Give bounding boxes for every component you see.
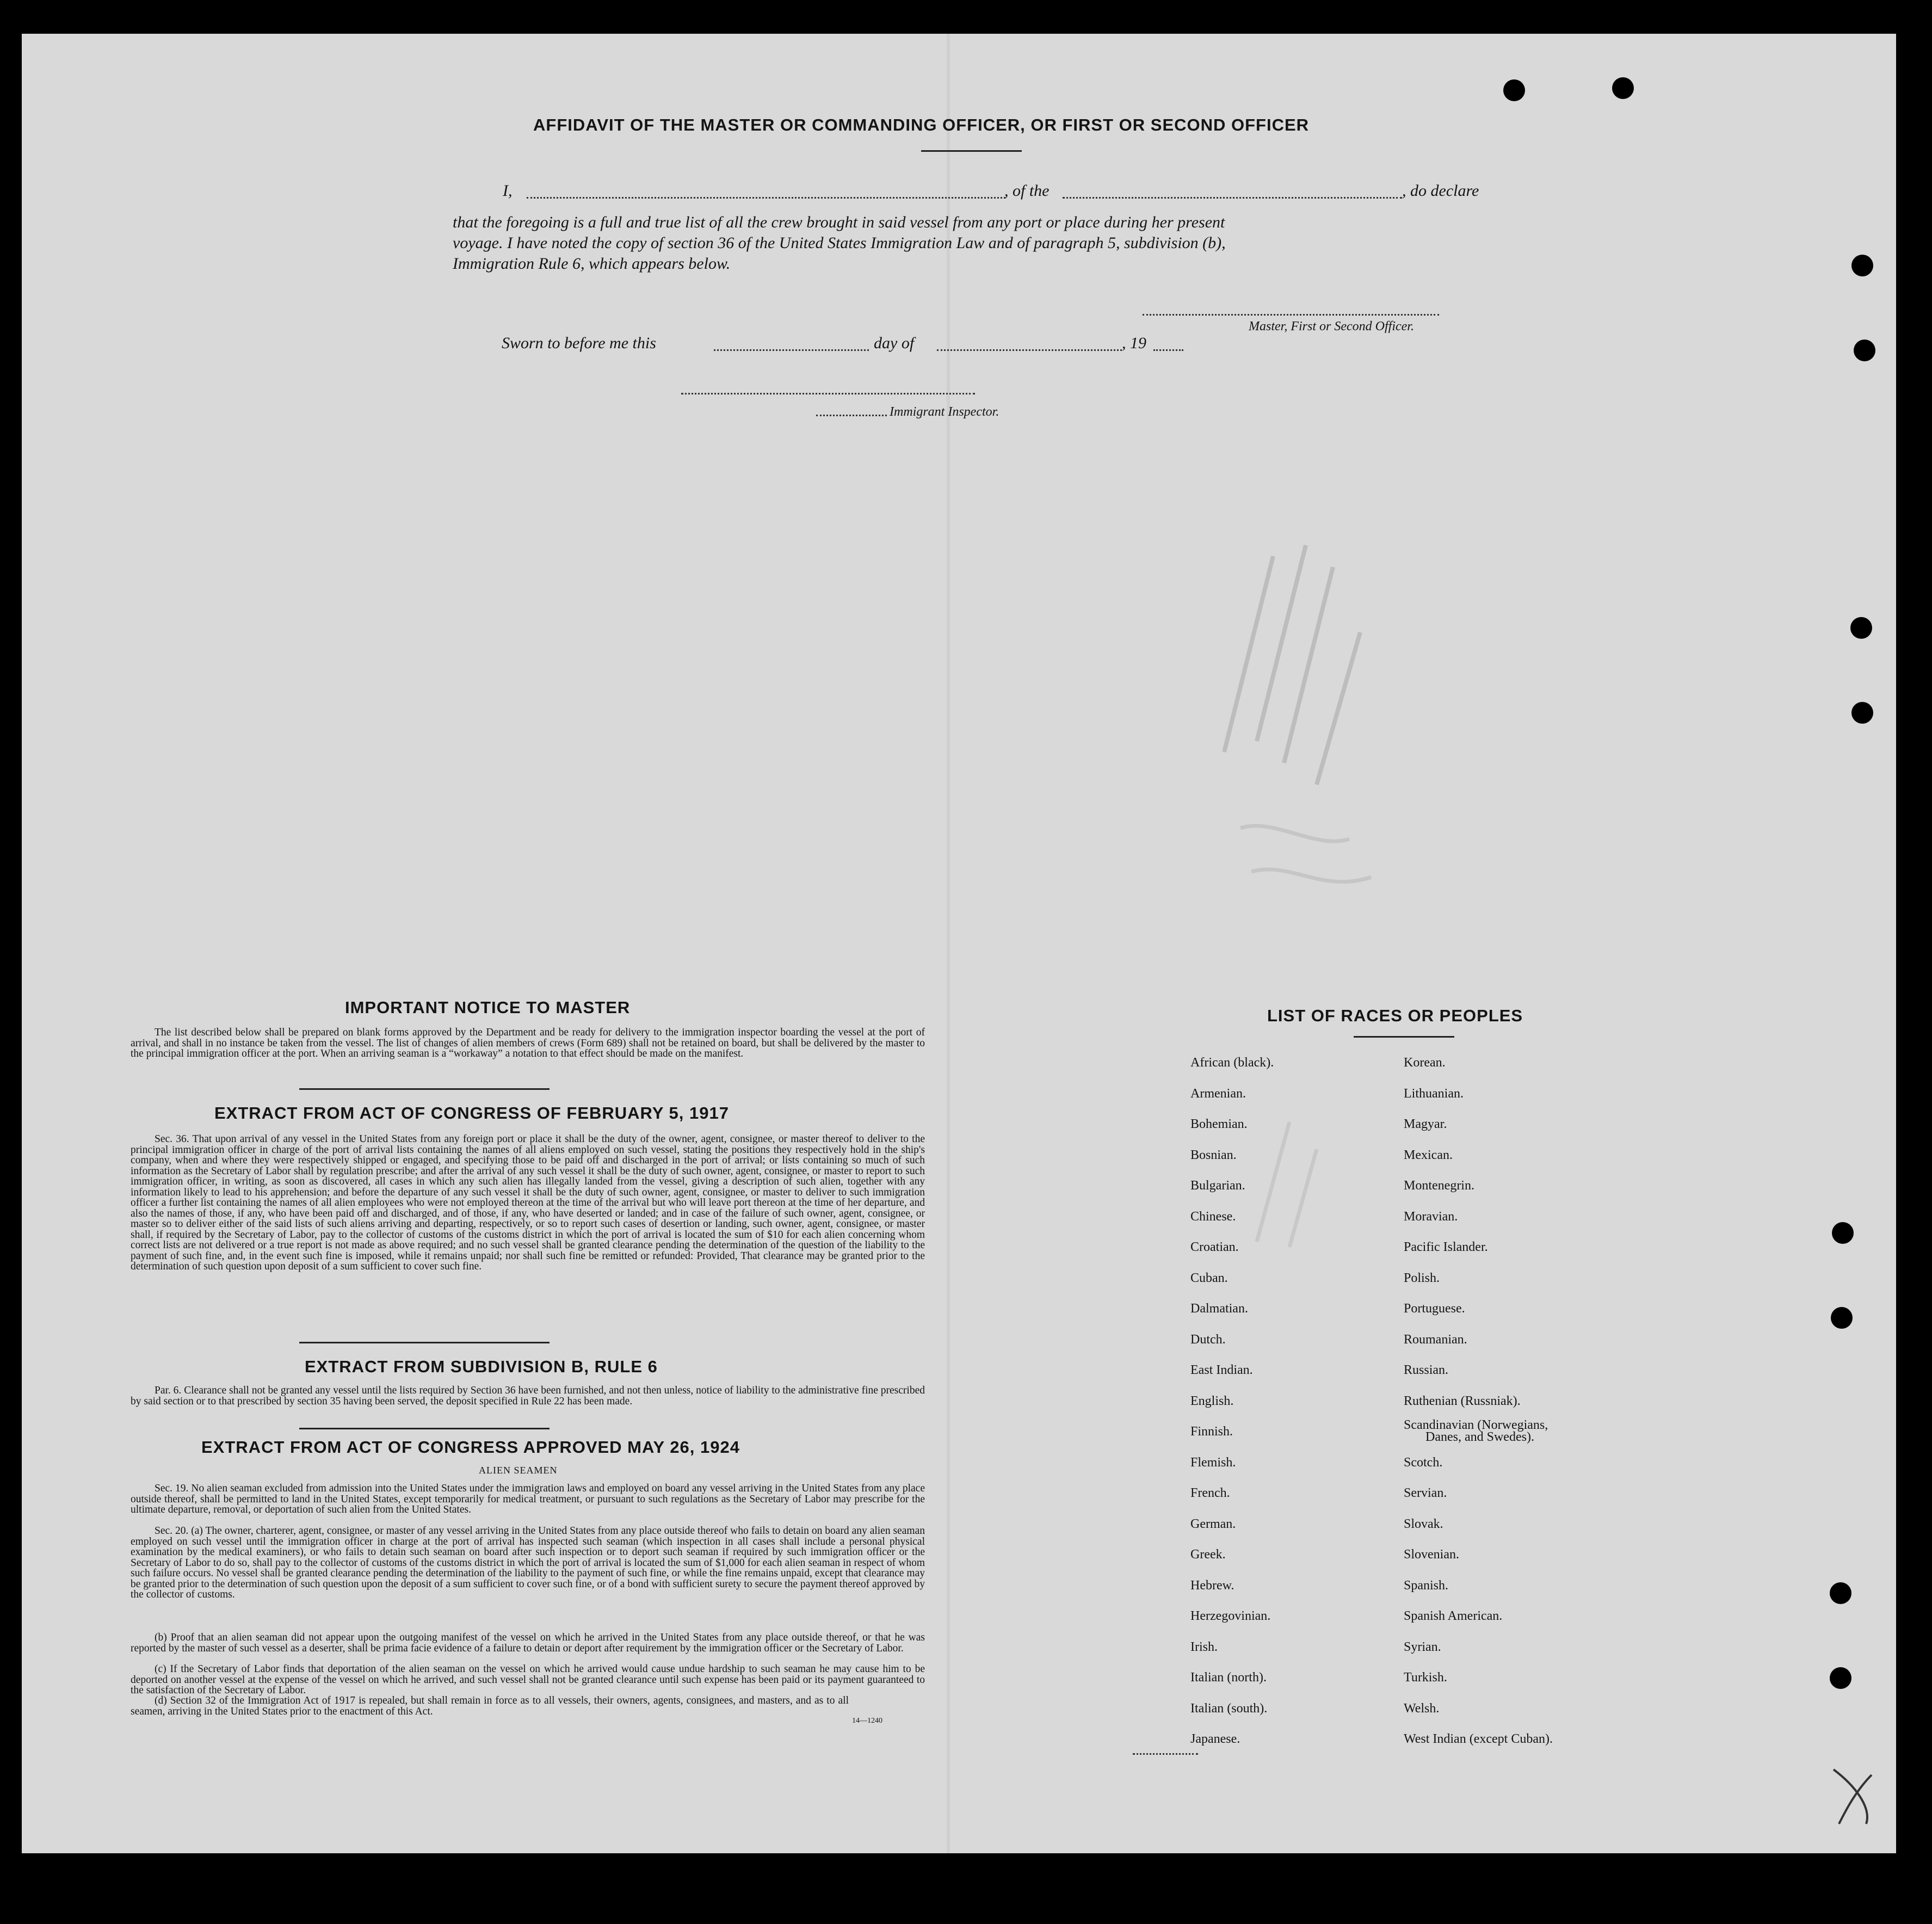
punch-hole [1830,1582,1851,1604]
race-item: Mexican. [1404,1148,1453,1162]
race-item: Scotch. [1404,1455,1443,1470]
race-item: Roumanian. [1404,1332,1467,1347]
punch-hole [1851,702,1873,724]
inspector-signature-lead [816,415,887,416]
race-item: Ruthenian (Russniak). [1404,1393,1521,1408]
punch-hole [1851,255,1873,276]
sworn-day-field[interactable] [714,349,869,351]
race-item: East Indian. [1190,1363,1253,1377]
race-item: Armenian. [1190,1086,1246,1101]
race-item: Slovenian. [1404,1547,1459,1562]
race-item: Irish. [1190,1639,1218,1654]
punch-hole [1612,77,1634,99]
race-item: Chinese. [1190,1209,1236,1224]
race-item: Pacific Islander. [1404,1240,1488,1254]
race-item: Bosnian. [1190,1148,1237,1162]
extract-1924-title: EXTRACT FROM ACT OF CONGRESS APPROVED MAY 26, 1924 [201,1438,740,1457]
race-item: Italian (north). [1190,1670,1267,1685]
page-fold [947,34,950,1853]
race-item: Lithuanian. [1404,1086,1464,1101]
affidavit-i: I, [503,182,513,200]
race-item: German. [1190,1516,1236,1531]
race-item: Servian. [1404,1486,1447,1500]
inspector-signature-field[interactable] [681,393,975,394]
race-item: Hebrew. [1190,1578,1234,1593]
race-item: Cuban. [1190,1271,1228,1285]
race-item: Slovak. [1404,1516,1443,1531]
sworn-month-field[interactable] [937,349,1122,351]
master-signature-field[interactable] [1143,314,1439,316]
extract-rule6-title: EXTRACT FROM SUBDIVISION B, RULE 6 [305,1357,658,1376]
race-item: Magyar. [1404,1117,1447,1131]
extract-1917-body: Sec. 36. That upon arrival of any vessel in the United States from any foreign port or place it shall be the duty of the owner, agent, consignee, or master thereof to deliver to the principal immigration officer in charge of the port of arrival lists containing the names of all aliens employed on such vessel, stating the positions they respectively hold in the ship's company, when and where they were respectively shipped or engaged, and specifying those to be paid off and discharged in the port of arrival; or lists containing so much of such information as the Secretary of Labor shall by regulation prescribe; and after the arrival of any such vessel it shall be the duty of such owner, agent, consignee, or master to report to such immigration officer, in writing, as soon as discovered, all cases in which any such alien has illegally landed from the vessel, giving a description of such alien, together with any information likely to lead to his apprehension; and before the departure of any such vessel it shall be the duty of such owner, agent, consignee, or master to deliver to such immigration officer a further list containing the names of all alien employees who were not employed thereon at the time of the arrival but who will leave port thereon at the time of her departure, and also the names of those, if any, who have been paid off and discharged, and of those, if any, who have deserted or landed; and in case of the failure of such owner, agent, consignee, or master so to deliver either of the said lists of such aliens arriving and departing, respectively, or so to report such cases of desertion or landing, such owner, agent, consignee, or master shall, if required by the Secretary of Labor, pay to the collector of customs of the customs district in which the port of arrival is located the sum of $10 for each alien concerning whom correct lists are not delivered or a true report is not made as above required; and no such vessel shall be granted clearance pending the determination of the question of the liability to the payment of such fine, and, in the event such fine is imposed, while it remains unpaid; nor shall such fine be remitted or refunded: Provided, That clearance may be granted prior to the determination of such question upon deposit of a sum sufficient to cover such fine. [131,1133,925,1272]
race-item: Bulgarian. [1190,1179,1245,1193]
extract-1924-subtitle: ALIEN SEAMEN [479,1465,558,1476]
handwriting-marks [1208,523,1404,1340]
extract-rule6-rule [299,1428,550,1429]
race-scandinavian-continued: Danes, and Swedes). [1425,1430,1534,1444]
race-item: Croatian. [1190,1240,1239,1254]
form-number: 14—1240 [852,1717,882,1725]
extract-1924-sec19: Sec. 19. No alien seaman excluded from admission into the United States under the immigration laws and employed on board any vessel arriving in the United States from any place outside thereof, shall be permitted to land in the United States, except temporarily for medical treatment, or pursuant to such regulations as the Secretary of Labor may prescribe for the ultimate departure, removal, or deportation of such alien from the United States. [131,1483,925,1515]
race-item: Turkish. [1404,1670,1447,1685]
affidavit-line-2: voyage. I have noted the copy of section 36 of the United States Immigration Law and of paragraph 5, subdivision (b), [453,234,1226,252]
race-item: Welsh. [1404,1701,1440,1716]
affidavit-of-the: , of the [1004,182,1050,200]
race-item: Japanese. [1190,1732,1240,1746]
race-item: Dalmatian. [1190,1302,1248,1316]
extract-1924-sec20b: (b) Proof that an alien seaman did not appear upon the outgoing manifest of the vessel on which he arrived in the United States from any place outside thereof, or that he was reported by the master of such vessel as a deserter, shall be prima facie evidence of a failure to detain or deport after requirement by the immigration officer or the Secretary of Labor. [131,1632,925,1654]
notice-body: The list described below shall be prepared on blank forms approved by the Department and be ready for delivery to the immigration inspector boarding the vessel at the port of arrival, and shall in no instance be taken from the vessel. The list of changes of alien members of crews (Form 689) shall not be retained on board, but shall be delivered by the master to the principal immigration officer at the port. When an arriving seaman is a “workaway” a notation to that effect should be made on the manifest. [131,1027,925,1059]
race-item: Korean. [1404,1056,1446,1070]
sworn-year-field[interactable] [1153,349,1183,351]
extract-1924-sec20a: Sec. 20. (a) The owner, charterer, agent, consignee, or master of any vessel arriving in the United States from any place outside thereof who fails to detain on board any alien seaman employed on such vessel until the immigration officer in charge at the port of arrival has inspected such seaman (which inspection in all cases shall include a personal physical examination by the medical examiners), or who fails to detain such seaman on board after such inspection or to deport such seaman if required by such immigration officer or the Secretary of Labor to do so, shall pay to the collector of customs of the customs district in which the port of arrival is located the sum of $1,000 for each alien seaman in respect of whom such failure occurs. No vessel shall be granted clearance pending the determination of the liability to the payment of such fine, or while the fine remains unpaid, except that clearance may be granted prior to the determination of such question upon the deposit of a sum sufficient to cover such fine, or of a bond with sufficient surety to secure the payment thereof approved by the collector of customs. [131,1525,925,1600]
punch-hole [1850,617,1872,639]
extract-1924-sec20c: (c) If the Secretary of Labor finds that deportation of the alien seaman on the vessel on which he arrived would cause undue hardship to such seaman he may cause him to be deported on another vessel at the expense of the vessel on which he arrived, and such vessel shall not be granted clearance until such expense has been paid or its payment guaranteed to the satisfaction of the Secretary of Labor. [131,1663,925,1696]
sworn-text: Sworn to before me this [502,334,656,352]
affidavit-do-declare: , do declare [1402,182,1479,200]
races-title: LIST OF RACES OR PEOPLES [1267,1006,1523,1025]
affidavit-line-3: Immigration Rule 6, which appears below. [453,255,731,273]
affidavit-line-1: that the foregoing is a full and true list of all the crew brought in said vessel from any port or place during her present [453,213,1225,231]
races-title-rule [1354,1036,1454,1038]
affidavit-title-rule [921,150,1022,152]
race-item: Flemish. [1190,1455,1236,1470]
affidavit-title: AFFIDAVIT OF THE MASTER OR COMMANDING OFFICER, OR FIRST OR SECOND OFFICER [533,115,1310,134]
extract-1924-sec20d: (d) Section 32 of the Immigration Act of 1917 is repealed, but shall remain in force as to all vessels, their owners, agents, consignees, and masters, and as to all seamen, arriving in the United States prior to the enactment of this Act. [131,1695,849,1717]
affidavit-name-field[interactable] [527,197,1005,199]
race-item: Polish. [1404,1271,1440,1285]
race-item: English. [1190,1393,1234,1408]
document-sheet [22,34,1896,1853]
race-item: Herzegovinian. [1190,1609,1271,1623]
race-item: Scandinavian (Norwegians, [1404,1418,1548,1432]
master-signature-caption: Master, First or Second Officer. [1249,319,1414,334]
extract-1917-rule [299,1342,550,1343]
race-item: Finnish. [1190,1424,1233,1439]
race-item: Bohemian. [1190,1117,1248,1131]
extract-rule6-body: Par. 6. Clearance shall not be granted any vessel until the lists required by Section 36 have been furnished, and not then unless, notice of liability to the administrative fine prescribed by said section or to that prescribed by section 35 having been served, the deposit specified in Rule 22 has been made. [131,1385,925,1407]
punch-hole [1854,340,1875,361]
races-bottom-line [1133,1753,1198,1755]
punch-hole [1832,1222,1854,1244]
race-item: Spanish American. [1404,1609,1503,1623]
sworn-day-of: day of [874,334,915,352]
sworn-year: , 19 [1122,334,1146,352]
affidavit-vessel-field[interactable] [1063,197,1402,199]
punch-hole [1503,79,1525,101]
race-item: Greek. [1190,1547,1226,1562]
race-item: Syrian. [1404,1639,1441,1654]
extract-1917-title: EXTRACT FROM ACT OF CONGRESS OF FEBRUARY 5, 1917 [214,1103,729,1123]
punch-hole [1830,1667,1851,1689]
race-item: Dutch. [1190,1332,1226,1347]
notice-title: IMPORTANT NOTICE TO MASTER [345,998,631,1017]
inspector-caption: Immigrant Inspector. [890,405,999,419]
notice-rule [299,1088,550,1090]
race-item: Spanish. [1404,1578,1449,1593]
race-item: Portuguese. [1404,1302,1465,1316]
punch-hole [1831,1307,1853,1329]
corner-mark [1823,1764,1882,1829]
race-item: Russian. [1404,1363,1449,1377]
race-item: Montenegrin. [1404,1179,1474,1193]
race-item: Italian (south). [1190,1701,1268,1716]
race-item: French. [1190,1486,1230,1500]
race-item: African (black). [1190,1056,1274,1070]
race-item: Moravian. [1404,1209,1458,1224]
race-item: West Indian (except Cuban). [1404,1732,1553,1746]
